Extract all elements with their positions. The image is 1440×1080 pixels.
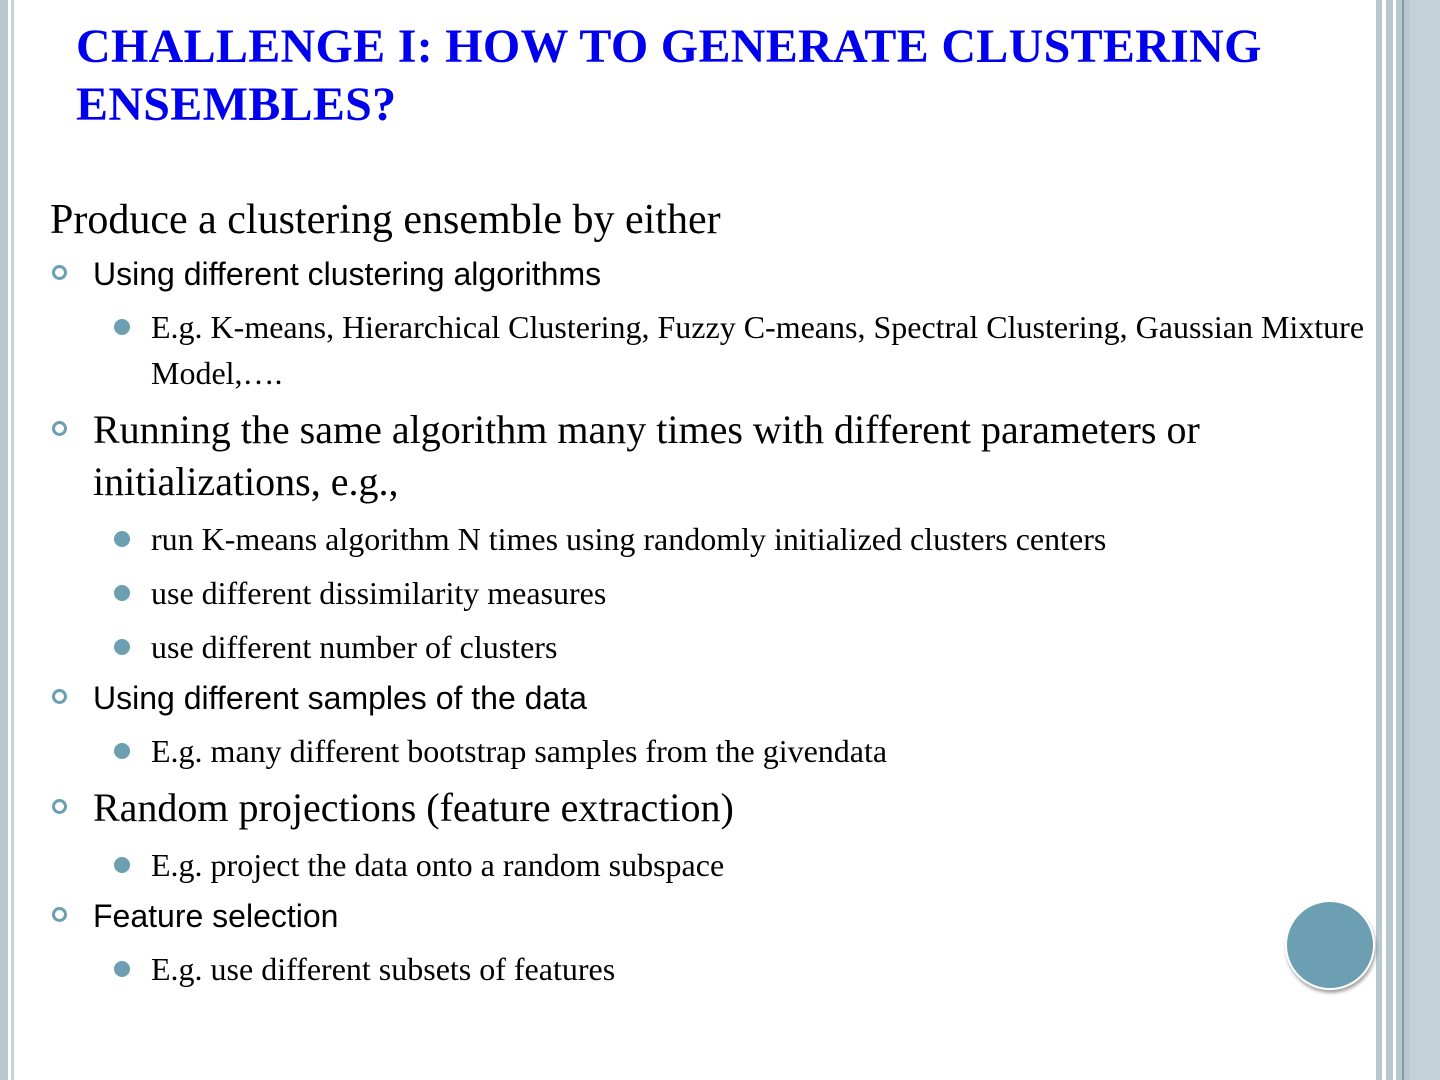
ring-bullet-icon (52, 799, 67, 814)
bullet-item-2 (50, 404, 1430, 508)
intro-text: Produce a clustering ensemble by either (50, 197, 721, 243)
dot-bullet-icon (114, 319, 130, 335)
ring-bullet-icon (52, 907, 67, 922)
dot-bullet-icon (114, 857, 130, 873)
sub-bullet-text: run K-means algorithm N times using randomly initialized clusters centers (151, 521, 1107, 557)
slide-title: CHALLENGE I: HOW TO GENERATE CLUSTERING ENSEMBLES? (76, 20, 1262, 131)
dot-bullet-icon (114, 585, 130, 601)
sub-bullet-text: use different number of clusters (151, 629, 558, 665)
left-border-decoration (0, 0, 8, 1080)
sub-bullet-item (50, 624, 1430, 670)
sub-bullet-item (50, 842, 1430, 888)
sub-bullet-text: E.g. project the data onto a random subspace (151, 847, 725, 883)
ring-bullet-icon (52, 689, 67, 704)
sub-bullet-text: E.g. K-means, Hierarchical Clustering, Fuzzy C-means, Spectral Clustering, Gaussian Mixture Model,…. (151, 309, 1365, 391)
dot-bullet-icon (114, 961, 130, 977)
sub-bullet-item (50, 516, 1430, 562)
bullet-text: Feature selection (93, 898, 339, 934)
sub-bullet-text: E.g. use different subsets of features (151, 951, 616, 987)
bullet-item-4 (50, 782, 1430, 834)
slide-content (50, 192, 1430, 1000)
sub-bullet-item (50, 304, 1430, 396)
dot-bullet-icon (114, 743, 130, 759)
bullet-item-5 (50, 896, 1430, 936)
left-border-line (11, 0, 14, 1080)
dot-bullet-icon (114, 531, 130, 547)
bullet-text: Random projections (feature extraction) (93, 785, 734, 830)
sub-bullet-text: use different dissimilarity measures (151, 575, 607, 611)
sub-bullet-item (50, 570, 1430, 616)
bullet-text: Using different clustering algorithms (93, 256, 602, 292)
sub-bullet-text: E.g. many different bootstrap samples from the givendata (151, 733, 888, 769)
sub-bullet-item (50, 728, 1430, 774)
bullet-item-1 (50, 254, 1430, 294)
bullet-item-3 (50, 678, 1430, 718)
sub-bullet-item (50, 946, 1430, 992)
dot-bullet-icon (114, 639, 130, 655)
bullet-text: Using different samples of the data (93, 680, 587, 716)
ring-bullet-icon (52, 265, 67, 280)
bullet-text: Running the same algorithm many times with different parameters or initializations, e.g., (93, 407, 1200, 504)
ring-bullet-icon (52, 421, 67, 436)
